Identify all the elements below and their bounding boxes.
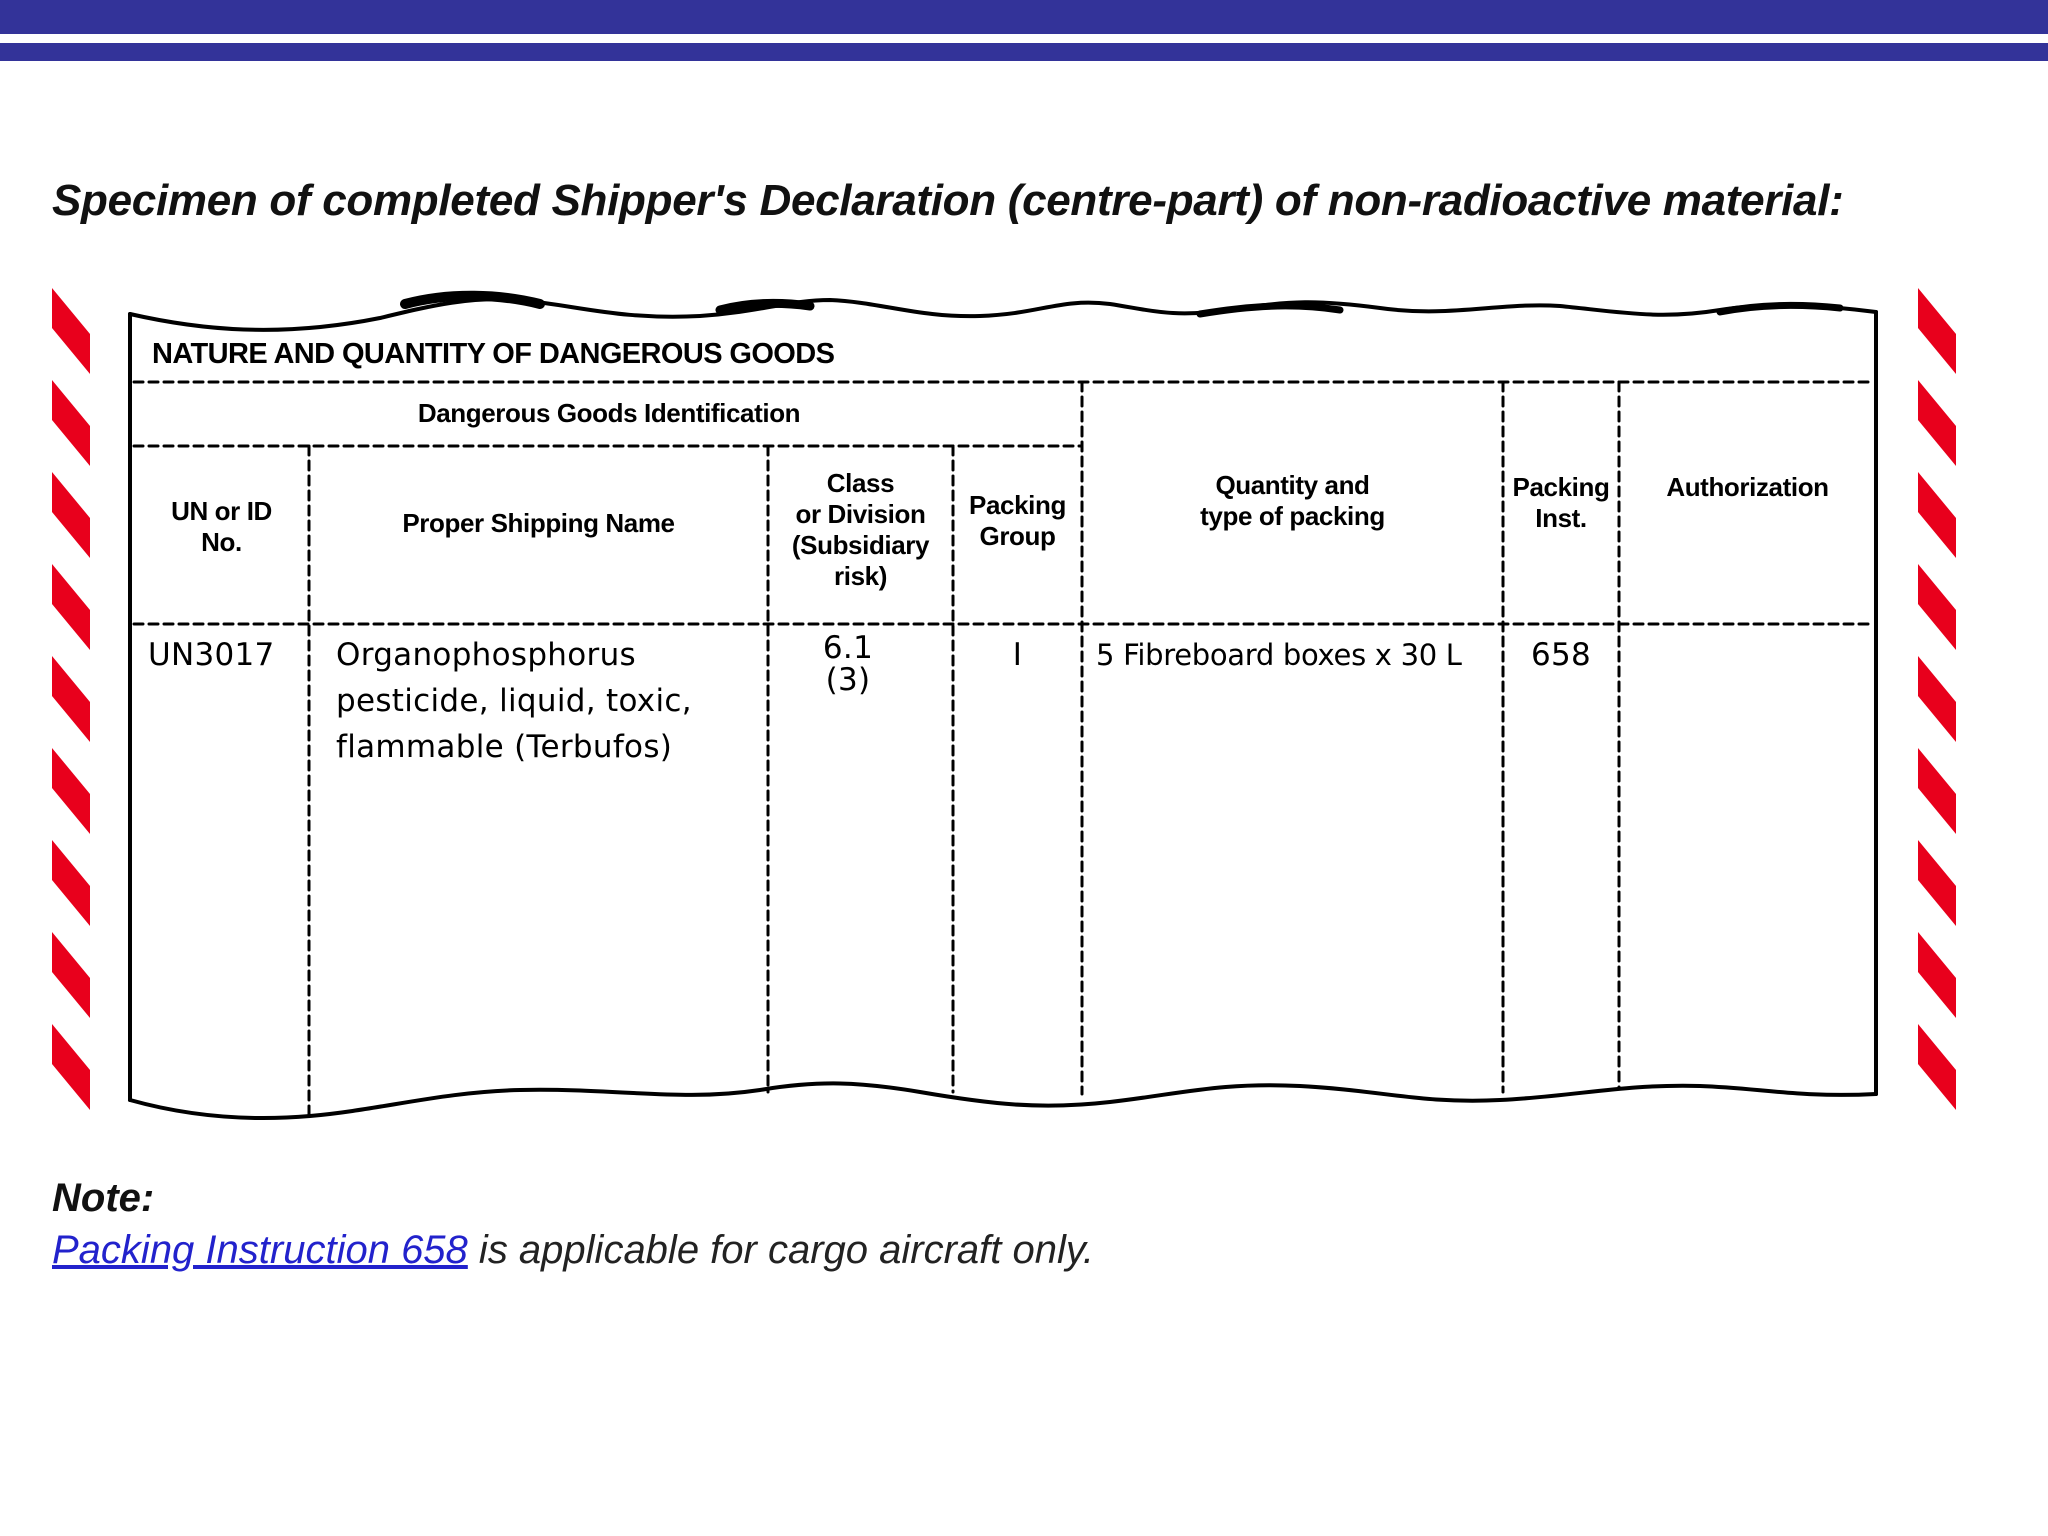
col-header-authorization: Authorization <box>1666 472 1829 502</box>
row-packing-group: I <box>1012 637 1023 673</box>
col-header-quantity: Quantity and type of packing <box>1200 470 1385 531</box>
row-packing-inst: 658 <box>1530 637 1592 673</box>
page-title: Specimen of completed Shipper's Declaration (centre-part) of non-radioactive material: <box>52 176 1844 225</box>
packing-instruction-658-link[interactable]: Packing Instruction 658 <box>52 1228 468 1272</box>
form-torn-top-edge <box>130 299 1876 330</box>
note-title: Note: <box>52 1176 155 1220</box>
row-un-no: UN3017 <box>148 637 275 673</box>
form-section-title: NATURE AND QUANTITY OF DANGEROUS GOODS <box>152 338 835 370</box>
dg-identification-header: Dangerous Goods Identification <box>417 398 801 428</box>
note-block <box>52 1172 1094 1276</box>
col-header-packing-group: Packing Group <box>969 490 1066 551</box>
row-class: 6.1 (3) <box>822 630 874 698</box>
col-header-shipping-name: Proper Shipping Name <box>402 508 675 538</box>
col-header-class: Class or Division (Subsidiary risk) <box>791 468 930 591</box>
col-header-un-no: UN or ID No. <box>171 496 272 557</box>
note-rest-text: is applicable for cargo aircraft only. <box>467 1228 1095 1272</box>
note-text <box>52 1224 1094 1276</box>
col-header-packing-inst: Packing Inst. <box>1512 472 1610 533</box>
row-shipping-name: Organophosphorus pesticide, liquid, toxic, flammable (Terbufos) <box>336 637 692 765</box>
form-torn-bottom-edge <box>130 1083 1876 1118</box>
row-quantity: 5 Fibreboard boxes x 30 L <box>1096 638 1462 672</box>
